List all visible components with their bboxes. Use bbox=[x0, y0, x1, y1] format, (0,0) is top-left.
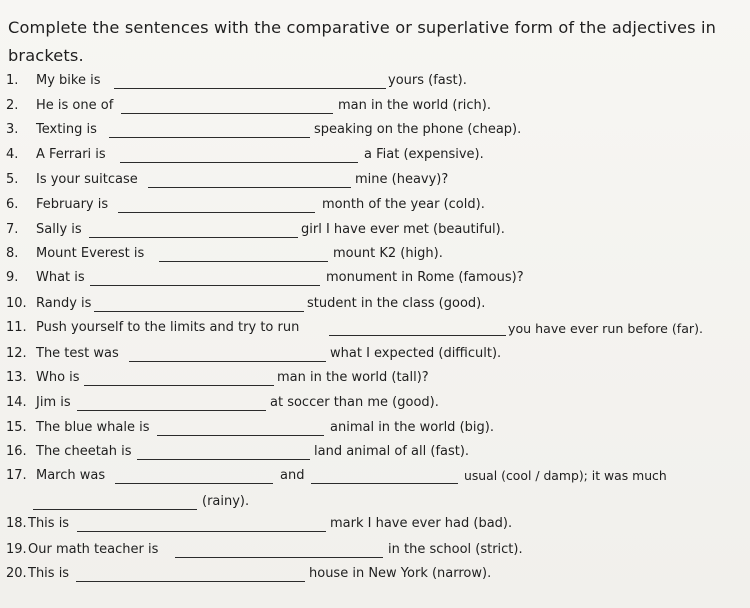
exercise-item-13 bbox=[0, 370, 750, 392]
item-number: 3. bbox=[6, 122, 19, 137]
item-number: 9. bbox=[6, 270, 19, 285]
answer-blank[interactable] bbox=[118, 212, 315, 213]
prompt-before-blank: He is one of bbox=[36, 98, 114, 113]
prompt-after-blank: speaking on the phone (cheap). bbox=[314, 122, 522, 137]
prompt-after-blank: mount K2 (high). bbox=[333, 246, 443, 261]
prompt-before-blank: This is bbox=[28, 516, 70, 531]
prompt-before-blank: Push yourself to the limits and try to run bbox=[36, 320, 300, 335]
answer-blank[interactable] bbox=[77, 531, 326, 532]
exercise-item-8 bbox=[0, 246, 750, 268]
prompt-after-blank: land animal of all (fast). bbox=[314, 444, 470, 459]
item-number: 20. bbox=[6, 566, 27, 581]
answer-blank[interactable] bbox=[137, 459, 310, 460]
exercise-item-11 bbox=[0, 320, 750, 342]
prompt-after-blank: what I expected (difficult). bbox=[330, 346, 502, 361]
prompt-before-blank: Texting is bbox=[36, 122, 97, 137]
item-number: 17. bbox=[6, 468, 27, 483]
prompt-before-blank: The test was bbox=[36, 346, 119, 361]
prompt-before-blank: A Ferrari is bbox=[36, 147, 106, 162]
prompt-before-blank: The cheetah is bbox=[36, 444, 132, 459]
prompt-before-blank: Sally is bbox=[36, 222, 82, 237]
prompt-before-blank: Jim is bbox=[36, 395, 71, 410]
answer-blank-third[interactable] bbox=[33, 509, 197, 510]
exercise-item-19 bbox=[0, 542, 750, 564]
prompt-after-blank: mark I have ever had (bad). bbox=[330, 516, 513, 531]
answer-blank[interactable] bbox=[109, 137, 310, 138]
answer-blank[interactable] bbox=[76, 581, 305, 582]
answer-blank[interactable] bbox=[77, 410, 266, 411]
answer-blank[interactable] bbox=[94, 311, 304, 312]
exercise-item-10 bbox=[0, 296, 750, 318]
answer-blank[interactable] bbox=[90, 285, 320, 286]
prompt-after-blank: student in the class (good). bbox=[307, 296, 486, 311]
item-number: 2. bbox=[6, 98, 19, 113]
exercise-item-6 bbox=[0, 197, 750, 219]
answer-blank[interactable] bbox=[159, 261, 328, 262]
prompt-before-blank: Who is bbox=[36, 370, 80, 385]
prompt-after-blank: you have ever run before (far). bbox=[508, 321, 704, 336]
item-number: 15. bbox=[6, 420, 27, 435]
prompt-after-blank: a Fiat (expensive). bbox=[364, 147, 484, 162]
exercise-item-3 bbox=[0, 122, 750, 144]
prompt-before-blank: Randy is bbox=[36, 296, 92, 311]
answer-blank[interactable] bbox=[129, 361, 326, 362]
item-number: 13. bbox=[6, 370, 27, 385]
item-number: 7. bbox=[6, 222, 19, 237]
item-number: 18. bbox=[6, 516, 27, 531]
exercise-item-14 bbox=[0, 395, 750, 417]
prompt-after-blank: man in the world (rich). bbox=[338, 98, 491, 113]
item-number: 11. bbox=[6, 320, 27, 335]
prompt-before-blank: What is bbox=[36, 270, 85, 285]
exercise-item-7 bbox=[0, 222, 750, 244]
prompt-before-blank: Mount Everest is bbox=[36, 246, 145, 261]
prompt-after-blank: month of the year (cold). bbox=[322, 197, 485, 212]
instructions-title: Complete the sentences with the comparative or superlative form of the adjectives in brackets. bbox=[8, 18, 717, 65]
exercise-item-16 bbox=[0, 444, 750, 466]
item-number: 12. bbox=[6, 346, 27, 361]
item-number: 10. bbox=[6, 296, 27, 311]
item-number: 5. bbox=[6, 172, 19, 187]
answer-blank-second[interactable] bbox=[311, 483, 458, 484]
exercise-item-17 bbox=[0, 468, 750, 490]
item-number: 8. bbox=[6, 246, 19, 261]
exercise-item-1 bbox=[0, 73, 750, 95]
item-number: 6. bbox=[6, 197, 19, 212]
prompt-after-blank: animal in the world (big). bbox=[330, 420, 494, 435]
prompt-after-blank: girl I have ever met (beautiful). bbox=[301, 222, 505, 237]
item-number: 14. bbox=[6, 395, 27, 410]
prompt-after-blank: in the school (strict). bbox=[388, 542, 523, 557]
prompt-after-blank: (rainy). bbox=[202, 494, 250, 509]
exercise-item-9 bbox=[0, 270, 750, 292]
exercise-item-4 bbox=[0, 147, 750, 169]
prompt-after-blank: man in the world (tall)? bbox=[277, 370, 429, 385]
prompt-before-blank: Is your suitcase bbox=[36, 172, 138, 187]
answer-blank[interactable] bbox=[329, 335, 506, 336]
prompt-after-blank: mine (heavy)? bbox=[355, 172, 449, 187]
answer-blank[interactable] bbox=[157, 435, 324, 436]
answer-blank[interactable] bbox=[114, 88, 386, 89]
answer-blank[interactable] bbox=[84, 385, 274, 386]
prompt-after-blank: usual (cool / damp); it was much bbox=[464, 468, 667, 483]
item-number: 4. bbox=[6, 147, 19, 162]
exercise-item-2 bbox=[0, 98, 750, 120]
answer-blank[interactable] bbox=[89, 237, 298, 238]
connector-text: and bbox=[280, 468, 305, 483]
exercise-item-17-continuation bbox=[0, 494, 750, 516]
exercise-item-18 bbox=[0, 516, 750, 538]
item-number: 19. bbox=[6, 542, 27, 557]
item-number: 16. bbox=[6, 444, 27, 459]
prompt-after-blank: at soccer than me (good). bbox=[270, 395, 439, 410]
answer-blank[interactable] bbox=[148, 187, 351, 188]
prompt-after-blank: monument in Rome (famous)? bbox=[326, 270, 524, 285]
prompt-before-blank: February is bbox=[36, 197, 109, 212]
prompt-before-blank: March was bbox=[36, 468, 106, 483]
prompt-after-blank: house in New York (narrow). bbox=[309, 566, 492, 581]
answer-blank[interactable] bbox=[121, 113, 333, 114]
prompt-after-blank: yours (fast). bbox=[388, 73, 467, 88]
answer-blank[interactable] bbox=[115, 483, 273, 484]
item-number: 1. bbox=[6, 73, 19, 88]
answer-blank[interactable] bbox=[175, 557, 383, 558]
prompt-before-blank: This is bbox=[28, 566, 70, 581]
exercise-item-5 bbox=[0, 172, 750, 194]
exercise-item-15 bbox=[0, 420, 750, 442]
prompt-before-blank: My bike is bbox=[36, 73, 101, 88]
exercise-item-12 bbox=[0, 346, 750, 368]
prompt-before-blank: The blue whale is bbox=[36, 420, 150, 435]
answer-blank[interactable] bbox=[120, 162, 358, 163]
prompt-before-blank: Our math teacher is bbox=[28, 542, 159, 557]
exercise-item-20 bbox=[0, 566, 750, 588]
